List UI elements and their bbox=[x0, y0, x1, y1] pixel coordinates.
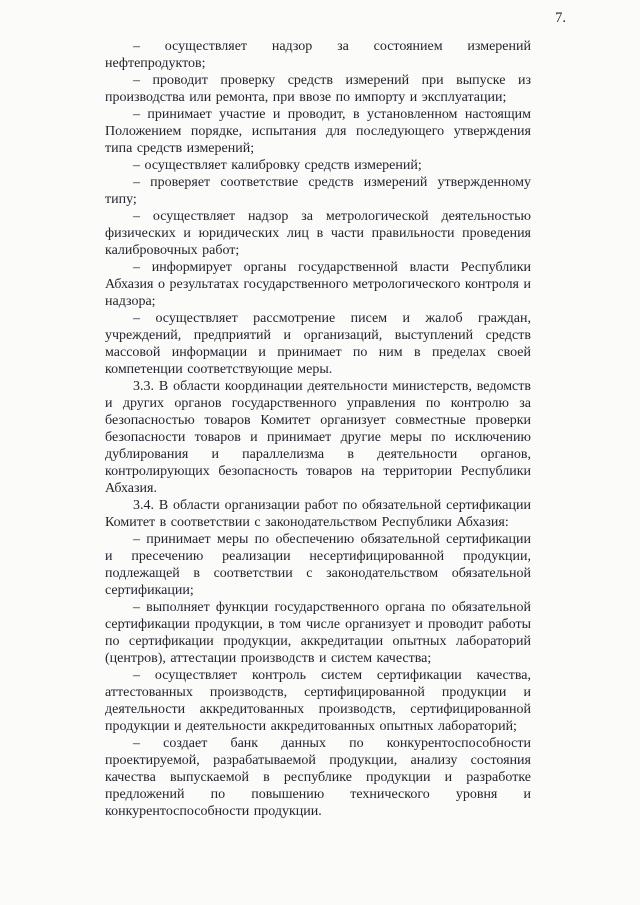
paragraph: – осуществляет калибровку средств измерений; bbox=[133, 158, 422, 173]
paragraph: – проводит проверку средств измерений при выпуске из производства или ремонта, при ввозе по импорту и эксплуатации; bbox=[105, 73, 531, 105]
paragraph: – осуществляет контроль систем сертификации качества, аттестованных производств, сертифицированной продукции и деятельности аккредитованных производств, сертифицированной продукции и деятельности аккредитованных опытных лабораторий; bbox=[105, 668, 531, 734]
paragraph: – создает банк данных по конкурентоспособности проектируемой, разрабатываемой продукции, анализу состояния качества выпускаемой в республике продукции и разработке предложений по повышению технического уровня и конкурентоспособности продукции. bbox=[105, 736, 531, 819]
paragraph: – проверяет соответствие средств измерений утвержденному типу; bbox=[105, 175, 531, 207]
paragraph: – осуществляет надзор за состоянием измерений нефтепродуктов; bbox=[105, 39, 531, 71]
paragraph: – принимает участие и проводит, в установленном настоящим Положением порядке, испытания для последующего утверждения типа средств измерений; bbox=[105, 107, 531, 156]
document-text-body bbox=[105, 38, 531, 820]
paragraph: – информирует органы государственной власти Республики Абхазия о результатах государственного метрологического контроля и надзора; bbox=[105, 260, 531, 309]
paragraph: 3.4. В области организации работ по обязательной сертификации Комитет в соответствии с законодательством Республики Абхазия: bbox=[105, 498, 531, 530]
paragraph: 3.3. В области координации деятельности министерств, ведомств и других органов государственного управления по контролю за безопасностью товаров Комитет организует совместные проверки безопасности товаров и принимает другие меры по исключению дублирования и параллелизма в деятельности органов, контролирующих безопасность товаров на территории Республики Абхазия. bbox=[105, 379, 531, 496]
paragraph: – осуществляет рассмотрение писем и жалоб граждан, учреждений, предприятий и организаций, выступлений средств массовой информации и принимает по ним в пределах своей компетенции соответствующие меры. bbox=[105, 311, 531, 377]
page-number: 7. bbox=[555, 10, 566, 26]
paragraph: – осуществляет надзор за метрологической деятельностью физических и юридических лиц в части правильности проведения калибровочных работ; bbox=[105, 209, 531, 258]
paragraph: – выполняет функции государственного органа по обязательной сертификации продукции, в том числе организует и проводит работы по сертификации продукции, аккредитации опытных лабораторий (центров), аттестации производств и систем качества; bbox=[105, 600, 531, 666]
paragraph: – принимает меры по обеспечению обязательной сертификации и пресечению реализации несертифицированной продукции, подлежащей в соответствии с законодательством обязательной сертификации; bbox=[105, 532, 531, 598]
